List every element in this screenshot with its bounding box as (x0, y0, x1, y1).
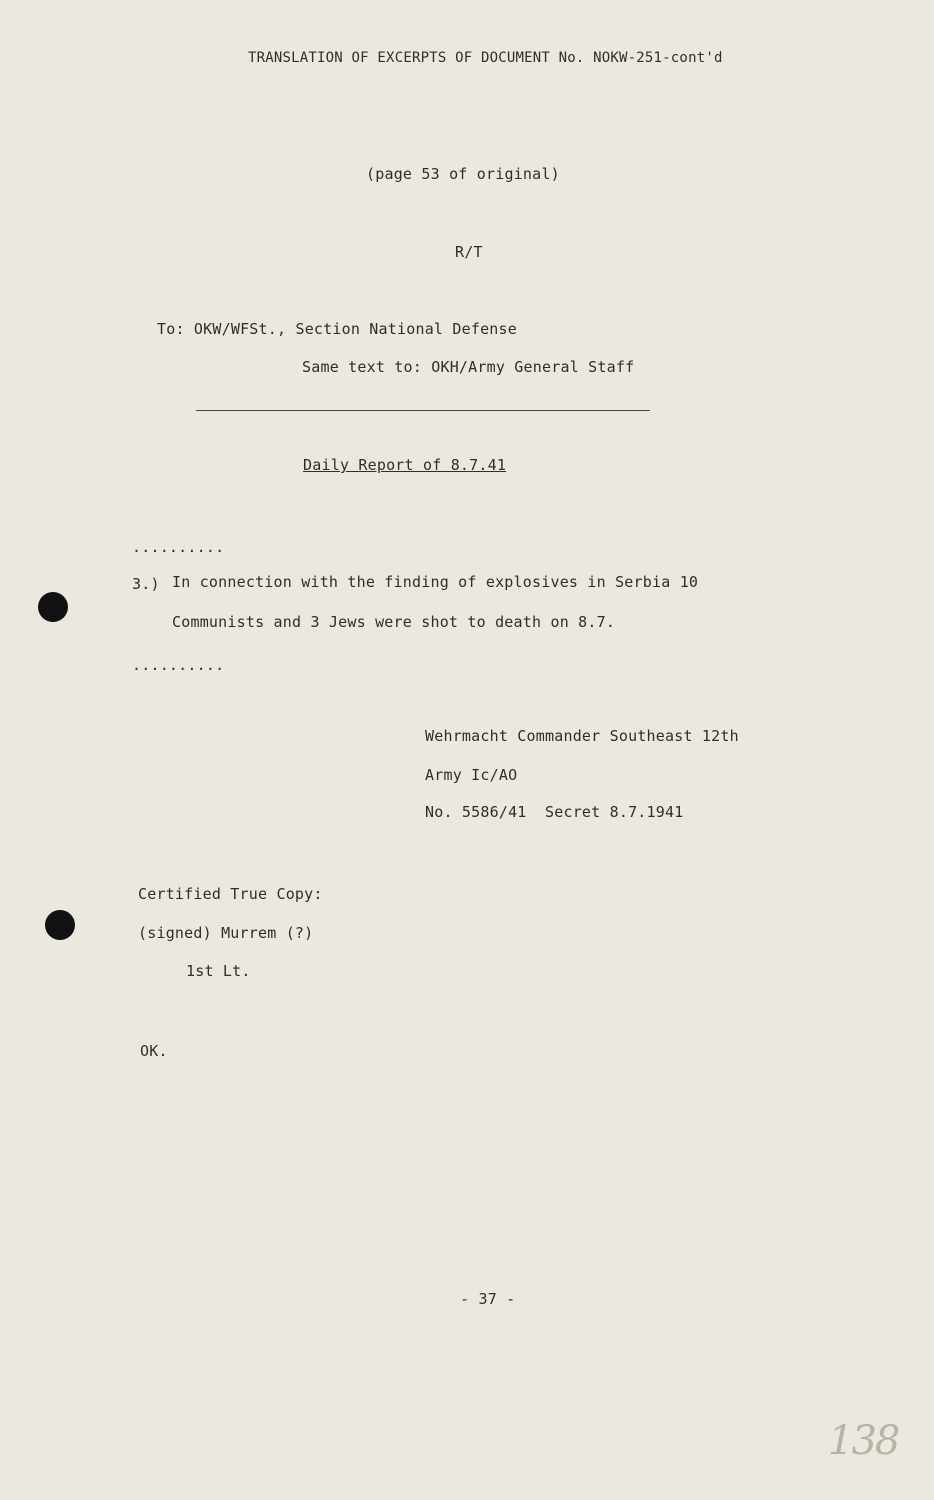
report-title: Daily Report of 8.7.41 (303, 456, 507, 474)
ok-mark: OK. (140, 1042, 168, 1060)
separator-rule (196, 410, 650, 411)
page-number: - 37 - (460, 1290, 516, 1308)
punch-hole-top (38, 592, 68, 622)
document-header: TRANSLATION OF EXCERPTS OF DOCUMENT No. NOKW-251-cont'd (248, 50, 723, 66)
item-line-1: In connection with the finding of explosives in Serbia 10 (172, 573, 699, 591)
certification-line-3: 1st Lt. (186, 962, 251, 980)
ellipsis-top: .......... (132, 538, 225, 556)
punch-hole-bottom (45, 910, 75, 940)
signature-line-2: Army Ic/AO (425, 766, 518, 784)
signature-line-1: Wehrmacht Commander Southeast 12th (425, 727, 739, 745)
item-line-2: Communists and 3 Jews were shot to death on 8.7. (172, 613, 616, 631)
same-text-line: Same text to: OKH/Army General Staff (302, 358, 635, 376)
ellipsis-bottom: .......... (132, 656, 225, 674)
to-line: To: OKW/WFSt., Section National Defense (157, 320, 517, 338)
item-number: 3.) (132, 575, 160, 593)
page-reference: (page 53 of original) (366, 165, 560, 183)
handwritten-page-number: 138 (828, 1418, 899, 1464)
certification-line-1: Certified True Copy: (138, 885, 323, 903)
certification-line-2: (signed) Murrem (?) (138, 924, 314, 942)
signature-line-3: No. 5586/41 Secret 8.7.1941 (425, 803, 684, 821)
transmission-mark: R/T (455, 243, 483, 261)
